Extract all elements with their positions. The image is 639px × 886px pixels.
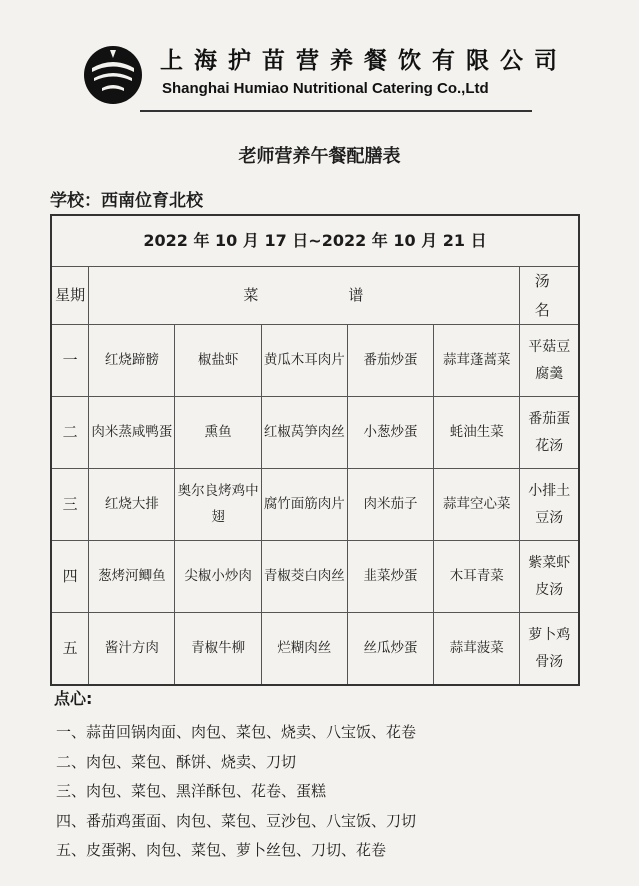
dish-cell: 椒盐虾	[175, 325, 261, 397]
list-item: 一、蒜苗回锅肉面、肉包、菜包、烧卖、八宝饭、花卷	[56, 723, 417, 741]
day-cell: 二	[51, 397, 89, 469]
table-row	[51, 325, 579, 397]
dish-cell: 青椒茭白肉丝	[261, 541, 347, 613]
dish-cell: 番茄炒蛋	[347, 325, 433, 397]
dish-cell: 酱汁方肉	[89, 613, 175, 686]
dish-cell: 奥尔良烤鸡中翅	[175, 469, 261, 541]
day-cell: 四	[51, 541, 89, 613]
dish-cell: 红烧蹄髈	[89, 325, 175, 397]
list-item: 四、番茄鸡蛋面、肉包、菜包、豆沙包、八宝饭、刀切	[56, 811, 417, 830]
dish-cell: 肉米蒸咸鸭蛋	[89, 397, 175, 469]
dishes-header: 菜谱	[89, 267, 520, 325]
header-row	[51, 267, 579, 325]
table-row	[51, 469, 579, 541]
snacks-title: 点心:	[54, 689, 93, 708]
day-header: 星期	[51, 267, 89, 325]
dish-cell: 蒜茸空心菜	[434, 469, 520, 541]
soup-cell: 紫菜虾皮汤	[520, 541, 579, 613]
table-row	[51, 541, 579, 613]
snacks-list	[56, 718, 416, 866]
dish-cell: 蚝油生菜	[434, 397, 520, 469]
dish-cell: 韭菜炒蛋	[347, 541, 433, 613]
dish-cell: 红椒莴笋肉丝	[261, 397, 347, 469]
dish-cell: 肉米茄子	[347, 469, 433, 541]
humiao-logo-icon	[82, 44, 144, 106]
soup-cell: 番茄蛋花汤	[520, 397, 579, 469]
dish-cell: 腐竹面筋肉片	[261, 469, 347, 541]
list-item: 三、肉包、菜包、黑洋酥包、花卷、蛋糕	[56, 782, 327, 800]
dish-cell: 蒜茸菠菜	[434, 613, 520, 686]
list-item: 二、肉包、菜包、酥饼、烧卖、刀切	[56, 752, 297, 771]
dish-cell: 尖椒小炒肉	[175, 541, 261, 613]
dish-cell: 黄瓜木耳肉片	[261, 325, 347, 397]
date-range-row	[51, 215, 579, 267]
soup-cell: 小排土豆汤	[520, 469, 579, 541]
dish-cell: 丝瓜炒蛋	[347, 613, 433, 686]
table-row	[51, 397, 579, 469]
document-title: 老师营养午餐配膳表	[238, 146, 401, 167]
day-cell: 三	[51, 469, 89, 541]
dish-cell: 烂糊肉丝	[261, 613, 347, 686]
list-item: 五、皮蛋粥、肉包、菜包、萝卜丝包、刀切、花卷	[56, 841, 387, 859]
date-range: 2022 年 10 月 17 日~2022 年 10 月 21 日	[51, 215, 579, 267]
school-name: 学校：西南位育北校	[50, 191, 203, 211]
menu-table	[50, 214, 580, 686]
day-cell: 五	[51, 613, 89, 686]
dish-cell: 青椒牛柳	[175, 613, 261, 686]
header-divider	[140, 110, 532, 112]
dish-cell: 木耳青菜	[434, 541, 520, 613]
dish-cell: 葱烤河鲫鱼	[89, 541, 175, 613]
dish-cell: 红烧大排	[89, 469, 175, 541]
soup-cell: 平菇豆腐羹	[520, 325, 579, 397]
dish-cell: 熏鱼	[175, 397, 261, 469]
company-name-english: Shanghai Humiao Nutritional Catering Co.,Ltd	[162, 80, 489, 97]
soup-cell: 萝卜鸡骨汤	[520, 613, 579, 686]
table-row	[51, 613, 579, 686]
dish-cell: 小葱炒蛋	[347, 397, 433, 469]
dish-cell: 蒜茸蓬蒿菜	[434, 325, 520, 397]
soup-header: 汤名	[520, 267, 579, 325]
company-name-chinese: 上海护苗营养餐饮有限公司	[160, 47, 568, 74]
day-cell: 一	[51, 325, 89, 397]
